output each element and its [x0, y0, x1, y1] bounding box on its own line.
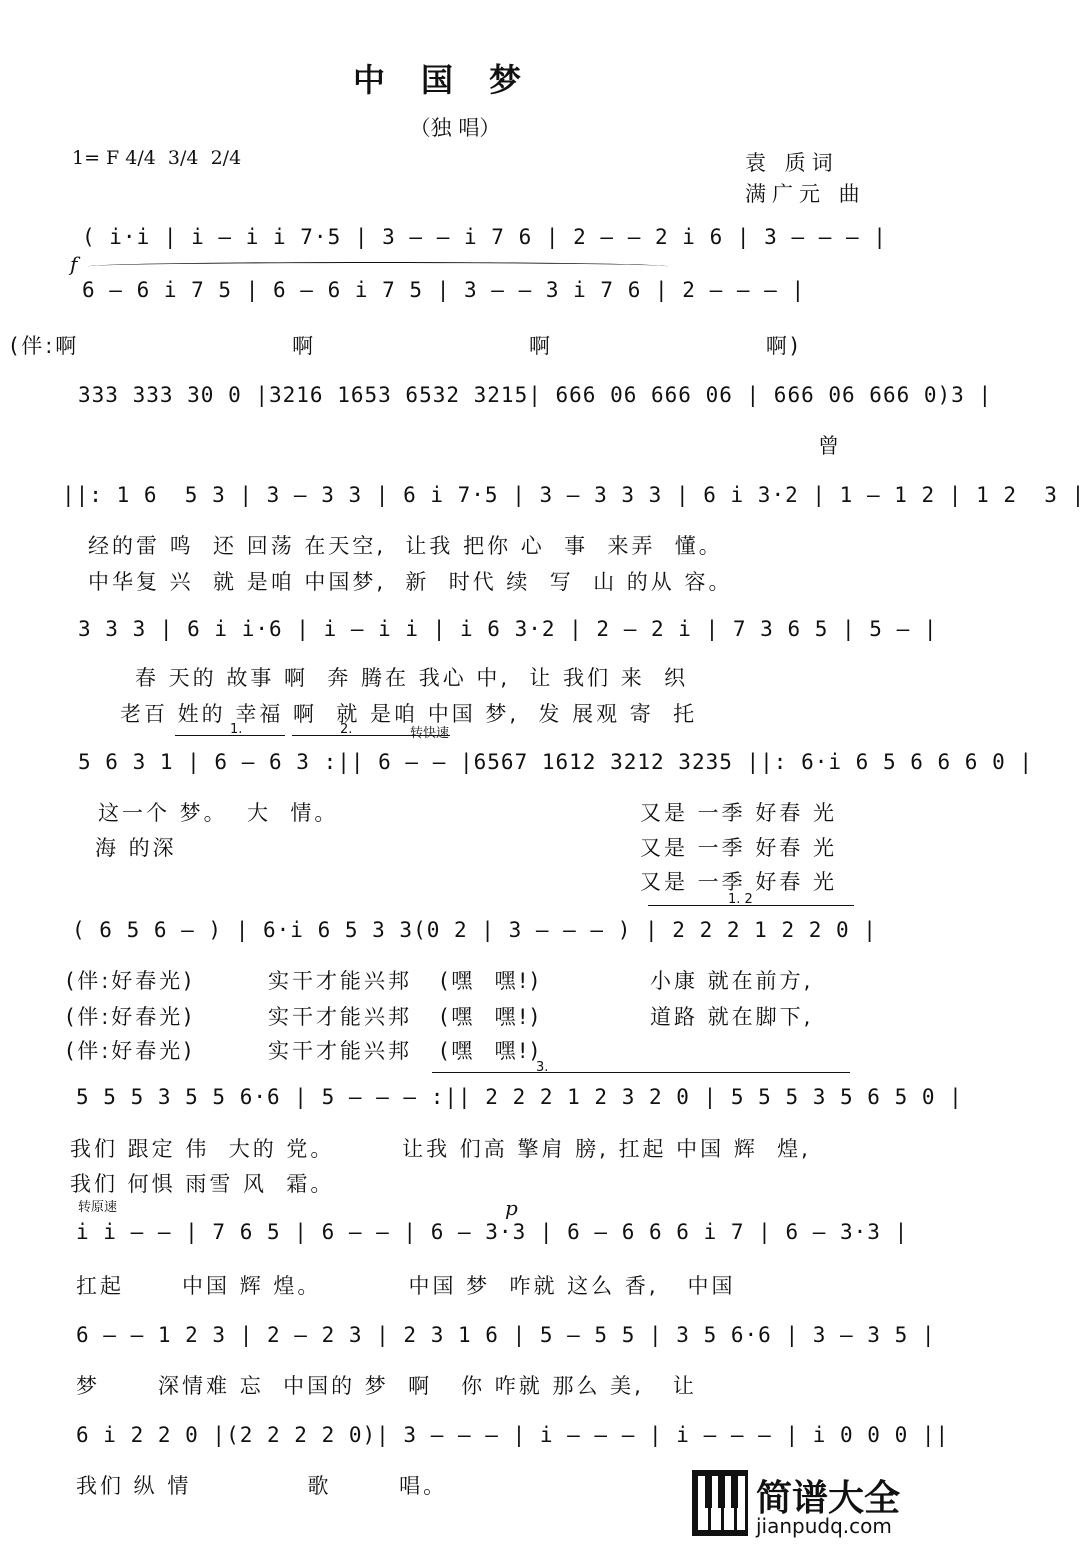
lyric-line-10: 我们 纵 情 歌 唱。: [76, 1474, 448, 1498]
score-line-4: 3 3 3 | 6 i i·6 | i — i i | i 6 3·2 | 2 — 2 i | 7 3 6 5 | 5 — |: [78, 617, 938, 641]
lyric-line-5a: 这一个 梦。 大 情。: [98, 801, 339, 825]
lyric-line-2: 曾: [818, 434, 842, 458]
refrain-line-3: 又是 一季 好春 光: [640, 870, 838, 894]
score-line-8: i i — — | 7 6 5 | 6 — — | 6 — 3·3 | 6 — 6 6 6 i 7 | 6 — 3·3 |: [76, 1220, 909, 1244]
lyric-6-3b: 实干才能兴邦: [268, 1039, 412, 1063]
tempo-mark-original: 转原速: [78, 1200, 118, 1215]
score-line-1-lower: 6 — 6 i 7 5 | 6 — 6 i 7 5 | 3 — — 3 i 7 6 | 2 — — — |: [82, 278, 806, 302]
score-line-7: 5 5 5 3 5 5 6·6 | 5 — — — :|| 2 2 2 1 2 3 2 0 | 5 5 5 3 5 6 5 0 |: [76, 1085, 963, 1109]
lyricist: 袁 质词: [745, 151, 839, 175]
score-line-10: 6 i 2 2 0 |(2 2 2 2 0)| 3 — — — | i — — — | i — — — | i 0 0 0 ||: [76, 1423, 950, 1447]
dynamic-forte: f: [70, 252, 78, 276]
lyric-line-9: 梦 深情难 忘 中国的 梦 啊 你 咋就 那么 美, 让: [76, 1374, 697, 1398]
lyric-6-2d: 道路 就在脚下,: [650, 1005, 814, 1029]
lyric-6-2b: 实干才能兴邦: [268, 1005, 412, 1029]
score-line-9: 6 — — 1 2 3 | 2 — 2 3 | 2 3 1 6 | 5 — 5 5 | 3 5 6·6 | 3 — 3 5 |: [76, 1323, 936, 1347]
lyric-line-4b: 老百 姓的 幸福 啊 就 是咱 中国 梦, 发 展观 寄 托: [120, 702, 698, 726]
lyric-6-1d: 小康 就在前方,: [650, 969, 814, 993]
composer: 满广元 曲: [745, 182, 866, 206]
song-title: 中国梦: [352, 61, 557, 99]
song-subtitle: （独 唱）: [409, 116, 501, 140]
volta-bracket-3: [432, 1072, 850, 1073]
score-line-1-upper: ( i·i | i — i i 7·5 | 3 — — i 7 6 | 2 — — 2 i 6 | 3 — — — |: [82, 225, 887, 249]
refrain-line-2: 又是 一季 好春 光: [640, 836, 838, 860]
lyric-line-8: 扛起 中国 辉 煌。 中国 梦 咋就 这么 香, 中国: [76, 1274, 736, 1298]
lyric-6-3c: (嘿 嘿!): [440, 1039, 542, 1063]
lyric-line-7a: 我们 跟定 伟 大的 党。 让我 们高 擎肩 膀, 扛起 中国 辉 煌,: [70, 1137, 811, 1161]
score-line-3: ||: 1 6 5 3 | 3 — 3 3 | 6 i 7·5 | 3 — 3 3 3 | 6 i 3·2 | 1 — 1 2 | 1 2 3 |: [62, 483, 1085, 507]
lyric-line-7b: 我们 何惧 雨雪 风 霜。: [70, 1172, 335, 1196]
volta-label-12: 1. 2: [728, 892, 753, 907]
volta-label-2: 2.: [340, 722, 353, 737]
lyric-6-1a: (伴:好春光): [66, 969, 195, 993]
score-line-2: 333 333 30 0 |3216 1653 6532 3215| 666 06 666 06 | 666 06 666 0)3 |: [78, 383, 993, 407]
lyric-line-1: (伴:啊 啊 啊 啊): [10, 334, 802, 358]
score-line-5: 5 6 3 1 | 6 — 6 3 :|| 6 — — |6567 1612 3212 3235 ||: 6·i 6 5 6 6 6 0 |: [78, 750, 1034, 774]
volta-label-3: 3.: [536, 1060, 549, 1075]
lyric-6-1b: 实干才能兴邦: [268, 969, 412, 993]
lyric-line-4a: 春 天的 故事 啊 奔 腾在 我心 中, 让 我们 来 织: [135, 666, 689, 690]
key-meter: 1= F 4/4 3/4 2/4: [72, 147, 242, 169]
phrase-slur: [88, 262, 668, 271]
lyric-line-3a: 经的雷 鸣 还 回荡 在天空, 让我 把你 心 事 来弄 懂。: [88, 534, 723, 558]
watermark-url: jianpudq.com: [756, 1514, 892, 1538]
refrain-line-1: 又是 一季 好春 光: [640, 801, 838, 825]
lyric-6-1c: (嘿 嘿!): [440, 969, 542, 993]
lyric-6-3a: (伴:好春光): [66, 1039, 195, 1063]
lyric-line-5b: 海 的深: [95, 836, 177, 860]
lyric-6-2a: (伴:好春光): [66, 1005, 195, 1029]
tempo-mark-fast: 转快速: [410, 726, 450, 741]
dynamic-piano: p: [505, 1196, 518, 1220]
volta-label-1: 1.: [230, 722, 243, 737]
watermark-name: 简谱大全: [756, 1478, 901, 1519]
lyric-6-2c: (嘿 嘿!): [440, 1005, 542, 1029]
lyric-line-3b: 中华复 兴 就 是咱 中国梦, 新 时代 续 写 山 的从 容。: [88, 570, 733, 594]
score-line-6: ( 6 5 6 — ) | 6·i 6 5 3 3(0 2 | 3 — — — ) | 2 2 2 1 2 2 0 |: [72, 918, 877, 942]
